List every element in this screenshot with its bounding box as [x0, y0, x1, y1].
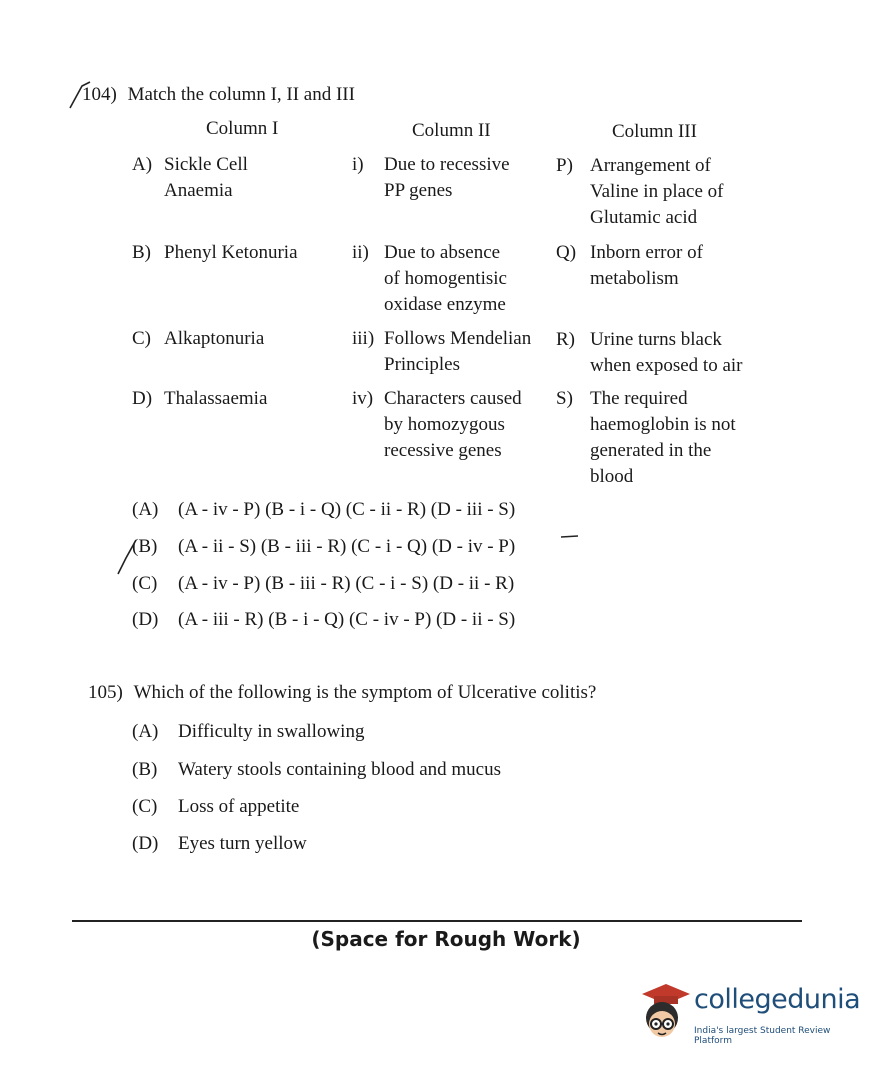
row-marker: R) [556, 329, 575, 350]
option-label: (B) [132, 536, 158, 557]
answer-tick-icon [116, 536, 138, 576]
option-text: (A - ii - S) (B - iii - R) (C - i - Q) (D - iv - P) [178, 536, 516, 557]
row-marker: B) [132, 242, 151, 263]
column-header-2: Column II [412, 120, 491, 141]
row-marker: C) [132, 328, 151, 349]
row-marker: A) [132, 154, 153, 175]
cell-line: haemoglobin is not [590, 414, 736, 435]
option-text: (A - iv - P) (B - i - Q) (C - ii - R) (D - iii - S) [178, 499, 516, 520]
cell-line: Anaemia [164, 180, 233, 201]
option-text: Watery stools containing blood and mucus [178, 759, 501, 780]
cell-line: Thalassaemia [164, 388, 268, 409]
q105-option-b[interactable] [132, 758, 501, 782]
row-marker: Q) [556, 242, 577, 263]
cell-line: Phenyl Ketonuria [164, 242, 298, 263]
q104-option-b[interactable] [132, 535, 515, 559]
cell-line: recessive genes [384, 440, 502, 461]
cell-line: Due to absence [384, 242, 501, 263]
q105-option-a[interactable] [132, 720, 364, 744]
cell-line: Urine turns black [590, 329, 722, 350]
cell-line: of homogentisic [384, 268, 507, 289]
question-number: 104) [82, 84, 117, 105]
pen-tick-icon [68, 80, 92, 110]
cell-line: metabolism [590, 268, 679, 289]
question-prompt: Which of the following is the symptom of Ulcerative colitis? [133, 682, 597, 703]
q105-header [88, 682, 596, 704]
cell-line: Glutamic acid [590, 207, 698, 228]
cell-line: Principles [384, 354, 460, 375]
collegedunia-logo [632, 980, 862, 1060]
column-header-1: Column I [206, 118, 279, 139]
q105-option-d[interactable] [132, 832, 307, 856]
q105-option-c[interactable] [132, 795, 299, 819]
q104-header [82, 84, 355, 106]
option-label: (A) [132, 499, 159, 520]
cell-line: The required [590, 388, 688, 409]
option-label: (B) [132, 759, 158, 780]
option-text: (A - iii - R) (B - i - Q) (C - iv - P) (D - ii - S) [178, 609, 516, 630]
answer-dash-icon [560, 534, 580, 542]
option-text: (A - iv - P) (B - iii - R) (C - i - S) (D - ii - R) [178, 573, 515, 594]
q104-option-a[interactable] [132, 498, 515, 522]
cell-line: Sickle Cell [164, 154, 248, 175]
brand-name: collegedunia [694, 984, 861, 1015]
divider-line [72, 920, 802, 922]
cell-line: Valine in place of [590, 181, 724, 202]
cell-line: Characters caused [384, 388, 522, 409]
row-marker: D) [132, 388, 153, 409]
row-marker: S) [556, 388, 573, 409]
option-label: (D) [132, 833, 159, 854]
cell-line: blood [590, 466, 634, 487]
row-marker: P) [556, 155, 573, 176]
option-text: Difficulty in swallowing [178, 721, 365, 742]
row-marker: iv) [352, 388, 374, 409]
q104-option-d[interactable] [132, 608, 515, 632]
option-label: (C) [132, 796, 158, 817]
row-marker: i) [352, 154, 364, 175]
option-label: (A) [132, 721, 159, 742]
mascot-icon [632, 980, 692, 1052]
column-header-3: Column III [612, 121, 697, 142]
cell-line: generated in the [590, 440, 712, 461]
cell-line: when exposed to air [590, 355, 743, 376]
option-text: Eyes turn yellow [178, 833, 307, 854]
cell-line: Arrangement of [590, 155, 711, 176]
cell-line: by homozygous [384, 414, 505, 435]
brand-tagline: India's largest Student Review Platform [694, 1026, 831, 1046]
cell-line: Inborn error of [590, 242, 703, 263]
cell-line: Alkaptonuria [164, 328, 265, 349]
option-label: (C) [132, 573, 158, 594]
q104-option-c[interactable] [132, 572, 514, 596]
question-number: 105) [88, 682, 123, 703]
row-marker: iii) [352, 328, 375, 349]
option-text: Loss of appetite [178, 796, 300, 817]
question-prompt: Match the column I, II and III [127, 84, 355, 105]
rough-work-label: (Space for Rough Work) [311, 927, 581, 951]
cell-line: oxidase enzyme [384, 294, 506, 315]
row-marker: ii) [352, 242, 369, 263]
option-label: (D) [132, 609, 159, 630]
cell-line: PP genes [384, 180, 453, 201]
cell-line: Due to recessive [384, 154, 510, 175]
cell-line: Follows Mendelian [384, 328, 532, 349]
